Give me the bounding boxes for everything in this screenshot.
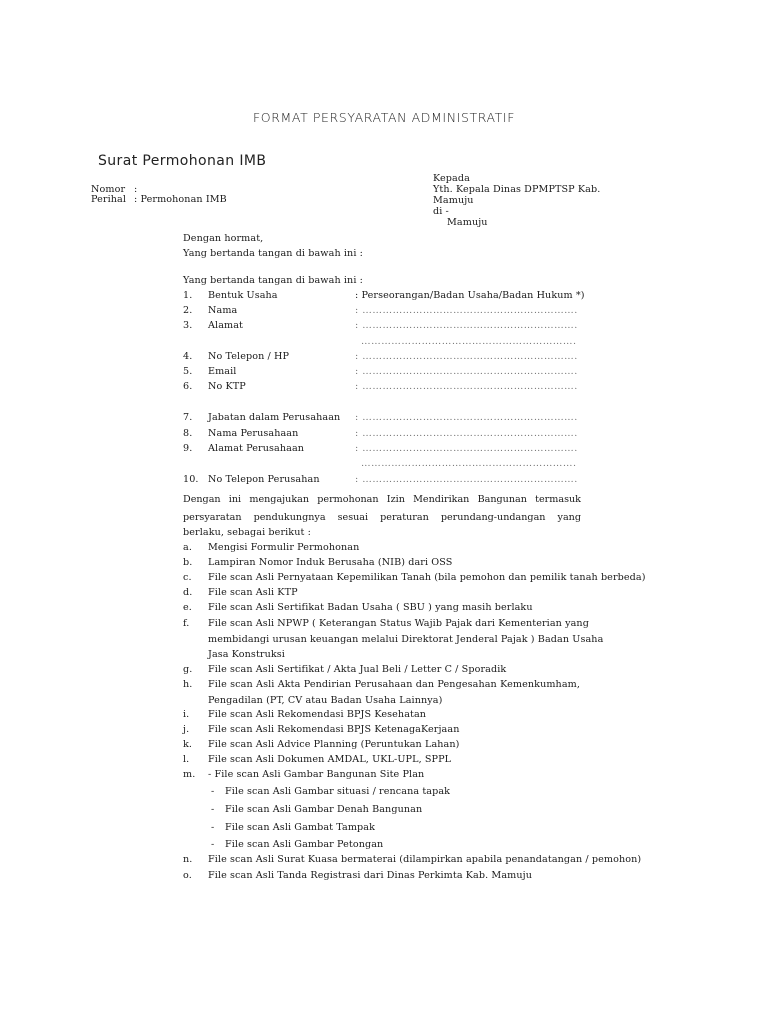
field-blank: : ………………………………………………………. — [355, 305, 578, 316]
requirement-letter: l. — [183, 754, 190, 765]
document-title: FORMAT PERSYARATAN ADMINISTRATIF — [253, 110, 515, 125]
field-label: Jabatan dalam Perusahaan — [208, 412, 341, 423]
intro-line: Yang bertanda tangan di bawah ini : — [183, 275, 363, 286]
letter-subtitle: Surat Permohonan IMB — [98, 153, 267, 169]
requirement-letter: o. — [183, 870, 192, 881]
field-number: 2. — [183, 305, 193, 316]
requirement-text: File scan Asli Dokumen AMDAL, UKL-UPL, SPPL — [208, 754, 452, 765]
requirement-text: File scan Asli Advice Planning (Peruntukan Lahan) — [208, 739, 460, 750]
field-label: Email — [208, 366, 237, 377]
sub-item-text: File scan Asli Gambar situasi / rencana tapak — [225, 786, 451, 797]
field-label: Alamat — [208, 320, 243, 331]
requirement-text: File scan Asli Sertifikat Badan Usaha ( SBU ) yang masih berlaku — [208, 602, 533, 613]
requirement-text: File scan Asli Sertifikat / Akta Jual Beli / Letter C / Sporadik — [208, 664, 507, 675]
requirement-text: File scan Asli Pernyataan Kepemilikan Tanah (bila pemohon dan pemilik tanah berbeda) — [208, 572, 646, 583]
field-number: 9. — [183, 443, 193, 454]
requirement-letter: b. — [183, 557, 193, 568]
requirement-text: Lampiran Nomor Induk Berusaha (NIB) dari OSS — [208, 557, 453, 568]
requirement-letter: h. — [183, 679, 193, 690]
requirement-text: File scan Asli Akta Pendirian Perusahaan dan Pengesahan Kemenkumham, — [208, 679, 580, 690]
requirement-text: File scan Asli Rekomendasi BPJS KetenagaKerjaan — [208, 724, 460, 735]
field-blank: : ………………………………………………………. — [355, 412, 578, 423]
recipient-line: Mamuju — [433, 195, 474, 206]
field-label: Alamat Perusahaan — [208, 443, 305, 454]
requirement-letter: d. — [183, 587, 193, 598]
nomor-label: Nomor — [91, 184, 126, 195]
requirement-letter: i. — [183, 709, 190, 720]
field-value: : Perseorangan/Badan Usaha/Badan Hukum *) — [355, 290, 585, 301]
field-blank-continued: ………………………………………………………. — [361, 458, 577, 469]
recipient-line: di - — [433, 206, 449, 217]
paragraph-line: persyaratan pendukungnya sesuai peraturan perundang-undangan yang — [183, 512, 581, 523]
requirement-text: File scan Asli Surat Kuasa bermaterai (dilampirkan apabila penandatangan / pemohon) — [208, 854, 642, 865]
paragraph-line: berlaku, sebagai berikut : — [183, 527, 311, 538]
field-number: 1. — [183, 290, 193, 301]
field-number: 5. — [183, 366, 193, 377]
requirement-text: File scan Asli NPWP ( Keterangan Status Wajib Pajak dari Kementerian yang — [208, 618, 589, 629]
requirement-letter: e. — [183, 602, 192, 613]
field-label: Nama Perusahaan — [208, 428, 299, 439]
field-blank: : ………………………………………………………. — [355, 443, 578, 454]
requirement-letter: n. — [183, 854, 193, 865]
requirement-text: File scan Asli Rekomendasi BPJS Kesehatan — [208, 709, 427, 720]
recipient-line: Kepada — [433, 173, 470, 184]
field-number: 8. — [183, 428, 193, 439]
sub-item-dash: - — [211, 822, 215, 833]
field-blank: : ………………………………………………………. — [355, 366, 578, 377]
field-blank: : ………………………………………………………. — [355, 351, 578, 362]
perihal-value: : Permohonan IMB — [134, 194, 227, 205]
recipient-line: Yth. Kepala Dinas DPMPTSP Kab. — [433, 184, 601, 195]
intro-line: Yang bertanda tangan di bawah ini : — [183, 248, 363, 259]
field-label: Nama — [208, 305, 238, 316]
sub-item-text: File scan Asli Gambar Petongan — [225, 839, 384, 850]
field-number: 4. — [183, 351, 193, 362]
requirement-text: File scan Asli KTP — [208, 587, 298, 598]
requirement-text: File scan Asli Tanda Registrasi dari Dinas Perkimta Kab. Mamuju — [208, 870, 532, 881]
field-label: No KTP — [208, 381, 246, 392]
greeting: Dengan hormat, — [183, 233, 264, 244]
requirement-letter: j. — [183, 724, 190, 735]
field-blank: : ………………………………………………………. — [355, 474, 578, 485]
paragraph-line: Dengan ini mengajukan permohonan Izin Mendirikan Bangunan termasuk — [183, 494, 581, 505]
sub-item-dash: - — [211, 839, 215, 850]
sub-item-dash: - — [211, 786, 215, 797]
field-blank: : ………………………………………………………. — [355, 381, 578, 392]
nomor-value: : — [134, 184, 138, 195]
sub-item-text: File scan Asli Gambar Denah Bangunan — [225, 804, 423, 815]
requirement-letter: m. — [183, 769, 196, 780]
requirement-text: - File scan Asli Gambar Bangunan Site Plan — [208, 769, 425, 780]
field-number: 3. — [183, 320, 193, 331]
requirement-text: Jasa Konstruksi — [208, 649, 285, 660]
requirement-text: Pengadilan (PT, CV atau Badan Usaha Lainnya) — [208, 694, 443, 706]
requirement-letter: a. — [183, 542, 192, 553]
requirement-text: Mengisi Formulir Permohonan — [208, 542, 360, 553]
recipient-line: Mamuju — [447, 217, 488, 228]
field-blank-continued: ………………………………………………………. — [361, 336, 577, 347]
requirement-letter: k. — [183, 739, 193, 750]
perihal-label: Perihal — [91, 194, 127, 205]
field-label: No Telepon / HP — [208, 351, 290, 362]
field-label: Bentuk Usaha — [208, 290, 278, 301]
requirement-letter: g. — [183, 664, 193, 675]
sub-item-dash: - — [211, 804, 215, 815]
requirement-text: membidangi urusan keuangan melalui Direktorat Jenderal Pajak ) Badan Usaha — [208, 633, 604, 645]
field-number: 10. — [183, 474, 199, 485]
field-blank: : ………………………………………………………. — [355, 428, 578, 439]
field-number: 6. — [183, 381, 193, 392]
requirement-letter: c. — [183, 572, 192, 583]
sub-item-text: File scan Asli Gambat Tampak — [225, 822, 375, 833]
field-number: 7. — [183, 412, 193, 423]
field-label: No Telepon Perusahan — [208, 474, 320, 485]
field-blank: : ………………………………………………………. — [355, 320, 578, 331]
requirement-letter: f. — [183, 618, 190, 629]
